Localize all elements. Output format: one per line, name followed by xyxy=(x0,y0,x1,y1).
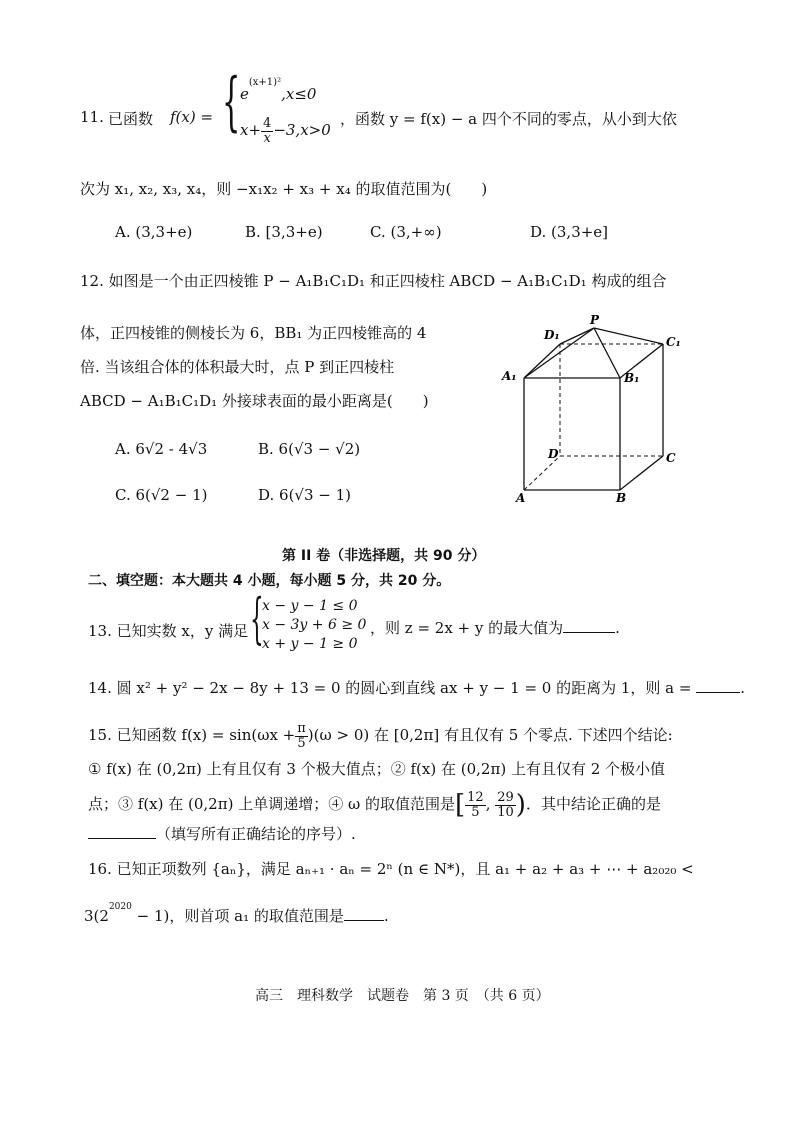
q13-constraint-3: x + y − 1 ≥ 0 xyxy=(262,636,358,652)
page-footer: 高三 理科数学 试题卷 第 3 页 （共 6 页） xyxy=(255,988,550,1004)
q13-brace: { xyxy=(250,587,264,650)
q11-intro: 已函数 xyxy=(108,110,154,128)
edge-a1-d1 xyxy=(524,344,560,378)
section2-subtitle: 二、填空题：本大题共 4 小题，每小题 5 分，共 20 分。 xyxy=(88,573,451,589)
label-c1: C₁ xyxy=(666,335,681,349)
q11-case1: $e^{(x+1)^2},x\le 0$ xyxy=(240,77,317,103)
section2-title: 第 II 卷（非选择题，共 90 分） xyxy=(282,548,486,564)
q11-number: 11. xyxy=(80,108,104,126)
q11-brace: { xyxy=(222,65,241,139)
q11-case2: x+ $\frac{4}{x}$ −3,x>0 xyxy=(240,116,331,146)
q11-after-piecewise: ，函数 y = f(x) − a 四个不同的零点，从小到大依 xyxy=(340,110,677,128)
label-c: C xyxy=(666,451,676,465)
q13-pre: 13. 已知实数 x，y 满足 xyxy=(88,622,249,640)
edge-p-b1 xyxy=(594,328,620,378)
edge-b-c xyxy=(620,456,663,490)
q11-fx: f(x) = xyxy=(170,108,214,126)
q11-option-b: B. [3,3+e) xyxy=(245,223,323,241)
q11-option-d: D. (3,3+e] xyxy=(530,223,609,241)
edge-p-c1 xyxy=(594,328,663,344)
q12-option-c: C. 6(√2 − 1) xyxy=(115,486,208,504)
q12-option-b: B. 6(√3 − √2) xyxy=(258,440,361,458)
q13-post: ，则 z = 2x + y 的最大值为 . xyxy=(370,619,620,637)
q15-line4: （填写所有正确结论的序号）. xyxy=(88,823,356,844)
q16-line2: $3(2^{2020} - 1)$，则首项 a₁ 的取值范围是 . xyxy=(84,902,389,925)
label-p: P xyxy=(590,313,600,327)
q12-line1: 12. 如图是一个由正四棱锥 P − A₁B₁C₁D₁ 和正四棱柱 ABCD − A₁B₁C₁D₁ 构成的组合 xyxy=(80,272,667,290)
q13-constraint-2: x − 3y + 6 ≥ 0 xyxy=(262,617,367,633)
q12-line2: 体，正四棱锥的侧棱长为 6，BB₁ 为正四棱锥高的 4 xyxy=(80,324,427,342)
q16-line1: 16. 已知正项数列 {aₙ}，满足 aₙ₊₁ · aₙ = 2ⁿ (n ∈ N*)，且 a₁ + a₂ + a₃ + ⋯ + a₂₀₂₀ < xyxy=(88,860,694,878)
q15-line1: 15. 已知函数 f(x) = sin(ωx + $\frac{\pi}{5}$ )(ω > 0) 在 [0,2π] 有且仅有 5 个零点. 下述四个结论: xyxy=(88,721,673,751)
q11-line2: 次为 x₁, x₂, x₃, x₄，则 −x₁x₂ + x₃ + x₄ 的取值范围为( ) xyxy=(80,180,488,198)
q15-line3: 点；③ f(x) 在 (0,2π) 上单调递增；④ ω 的取值范围是[ $\frac{12}{5}$ , $\frac{29}{10}$ )．其中结论正确的是 xyxy=(88,789,661,820)
q13-constraint-1: x − y − 1 ≤ 0 xyxy=(262,598,358,614)
q15-line2: ① f(x) 在 (0,2π) 上有且仅有 3 个极大值点；② f(x) 在 (0,2π) 上有且仅有 2 个极小值 xyxy=(88,760,666,778)
q12-figure xyxy=(498,310,698,510)
q12-line4: ABCD − A₁B₁C₁D₁ 外接球表面的最小距离是( ) xyxy=(80,392,429,410)
edge-p-d1 xyxy=(560,328,594,344)
q15-answer-blank[interactable] xyxy=(88,838,156,839)
q14-text: 14. 圆 x² + y² − 2x − 8y + 13 = 0 的圆心到直线 ax + y − 1 = 0 的距离为 1，则 a = . xyxy=(88,679,746,697)
edge-a-d xyxy=(524,456,560,490)
label-b: B xyxy=(616,491,627,505)
label-a1: A₁ xyxy=(502,369,517,383)
q11-option-c: C. (3,+∞) xyxy=(370,223,442,241)
q11-option-a: A. (3,3+e) xyxy=(115,223,193,241)
label-b1: B₁ xyxy=(624,371,640,385)
q14-answer-blank[interactable] xyxy=(696,692,740,693)
q13-answer-blank[interactable] xyxy=(563,632,615,633)
q12-line3: 倍. 当该组合体的体积最大时，点 P 到正四棱柱 xyxy=(80,358,395,376)
label-a: A xyxy=(516,491,526,505)
q12-option-d: D. 6(√3 − 1) xyxy=(258,486,352,504)
q12-option-a: A. 6√2 - 4√3 xyxy=(115,440,208,458)
label-d1: D₁ xyxy=(544,328,560,342)
q16-answer-blank[interactable] xyxy=(344,920,384,921)
label-d: D xyxy=(548,447,559,461)
